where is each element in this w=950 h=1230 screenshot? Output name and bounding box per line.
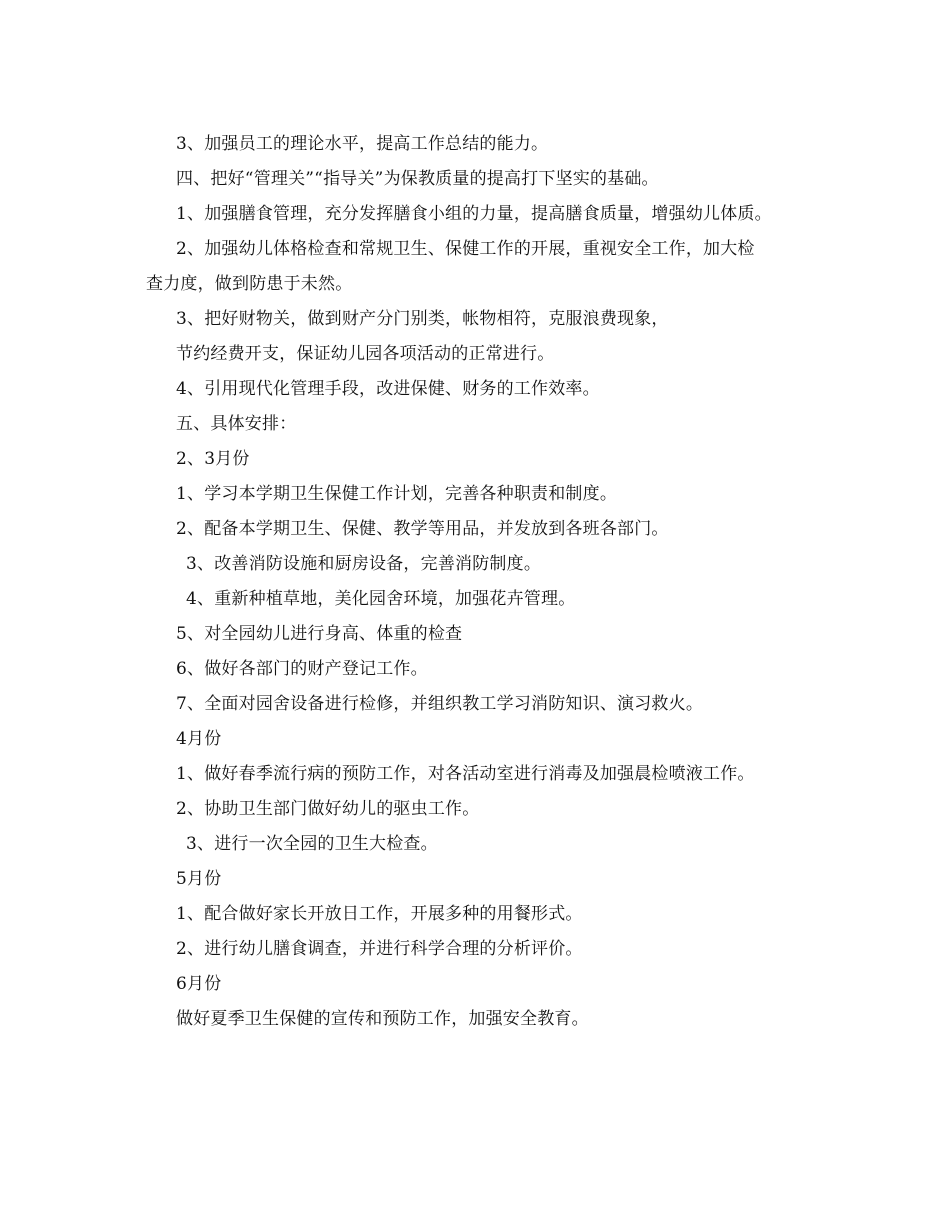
- section-heading: 五、具体安排：: [176, 414, 297, 434]
- month-heading: 5月份: [176, 869, 222, 889]
- list-item: 2、配备本学期卫生、保健、教学等用品，并发放到各班各部门。: [176, 519, 669, 539]
- section-heading: 四、把好“管理关”“指导关”为保教质量的提高打下坚实的基础。: [176, 169, 659, 189]
- list-item: 1、做好春季流行病的预防工作，对各活动室进行消毒及加强晨检喷液工作。: [176, 764, 755, 784]
- list-item: 6、做好各部门的财产登记工作。: [176, 659, 428, 679]
- paragraph-line: 3、加强员工的理论水平，提高工作总结的能力。: [176, 134, 549, 154]
- list-item: 3、进行一次全园的卫生大检查。: [186, 834, 438, 854]
- paragraph-line: 节约经费开支，保证幼儿园各项活动的正常进行。: [176, 344, 555, 364]
- list-item: 5、对全园幼儿进行身高、体重的检查: [176, 624, 463, 644]
- paragraph-line: 3、把好财物关，做到财产分门别类，帐物相符，克服浪费现象，: [176, 309, 669, 329]
- paragraph-line: 2、加强幼儿体格检查和常规卫生、保健工作的开展，重视安全工作，加大检: [176, 239, 755, 259]
- month-heading: 4月份: [176, 729, 222, 749]
- paragraph-line: 4、引用现代化管理手段，改进保健、财务的工作效率。: [176, 379, 600, 399]
- list-item: 1、学习本学期卫生保健工作计划，完善各种职责和制度。: [176, 484, 618, 504]
- list-item: 7、全面对园舍设备进行检修，并组织教工学习消防知识、演习救火。: [176, 694, 704, 714]
- list-item: 4、重新种植草地，美化园舍环境，加强花卉管理。: [186, 589, 576, 609]
- paragraph-line-continuation: 查力度，做到防患于未然。: [146, 274, 353, 294]
- paragraph-line: 做好夏季卫生保健的宣传和预防工作，加强安全教育。: [176, 1009, 589, 1029]
- paragraph-line: 1、加强膳食管理，充分发挥膳食小组的力量，提高膳食质量，增强幼儿体质。: [176, 204, 772, 224]
- list-item: 3、改善消防设施和厨房设备，完善消防制度。: [186, 554, 542, 574]
- month-heading: 2、3月份: [176, 449, 250, 469]
- month-heading: 6月份: [176, 974, 222, 994]
- list-item: 1、配合做好家长开放日工作，开展多种的用餐形式。: [176, 904, 583, 924]
- list-item: 2、进行幼儿膳食调查，并进行科学合理的分析评价。: [176, 939, 583, 959]
- list-item: 2、协助卫生部门做好幼儿的驱虫工作。: [176, 799, 480, 819]
